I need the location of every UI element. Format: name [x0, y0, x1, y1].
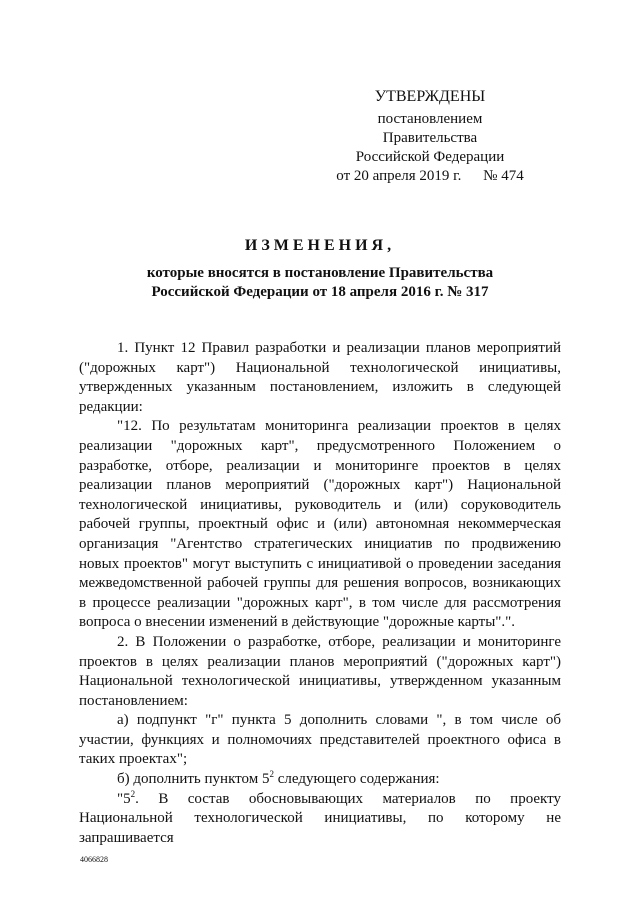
paragraph-6 [79, 790, 561, 849]
approval-block [330, 87, 530, 186]
document-number: 4066828 [80, 855, 108, 864]
approval-heading: УТВЕРЖДЕНЫ [374, 88, 486, 105]
paragraph-6-text-b: . В состав обосновывающих материалов по проекту Национальной технологической инициативы, по которому не запрашивается [79, 790, 561, 846]
document-subtitle [100, 264, 540, 302]
paragraph-3: 2. В Положении о разработке, отборе, реализации и мониторинге проектов в целях реализации планов мероприятий ("дорожных карт") Национальной технологической инициативы, утвержденном указанным постановлением: [79, 633, 561, 709]
subtitle-line-2: Российской Федерации от 18 апреля 2016 г. № 317 [151, 284, 489, 300]
document-body [79, 339, 561, 848]
paragraph-5-text-a: б) дополнить пунктом 5 [117, 771, 270, 788]
document-title: ИЗМЕНЕНИЯ, [244, 237, 396, 254]
paragraph-5-text-b: следующего содержания: [273, 771, 440, 788]
approval-line-4 [330, 167, 530, 186]
paragraph-6-superscript: 2 [130, 788, 136, 799]
paragraph-1: 1. Пункт 12 Правил разработки и реализации планов мероприятий ("дорожных карт") Национальной технологической инициативы, утвержденных указанным постановлением, изложить в следующей редакции: [79, 340, 561, 415]
approval-number: № 474 [483, 168, 524, 184]
paragraph-2: "12. По результатам мониторинга реализации проектов в целях реализации "дорожных карт", предусмотренного Положением о разработке, отборе, реализации и мониторинге проектов в целях реализации планов мероприятий ("дорожных карт") Национальной технологической инициативы, руководитель и (или) соруководитель рабочей группы, проектный офис и (или) автономная некоммерческая организация "Агентство стратегических инициатив по продвижению новых проектов" могут выступить с инициативой о проведении заседания межведомственной рабочей группы для решения вопросов, возникающих в процессе реализации "дорожных карт", в том числе для рассмотрения вопроса о внесении изменений в действующие "дорожные карты".". [79, 418, 561, 631]
subtitle-line-1: которые вносятся в постановление Правительства [146, 265, 494, 281]
paragraph-5-superscript: 2 [269, 769, 274, 780]
paragraph-4: а) подпункт "г" пункта 5 дополнить словами ", в том числе об участии, функциях и полномочиях представителей проектного офиса в таких проектах"; [79, 712, 561, 768]
approval-date: от 20 апреля 2019 г. [336, 168, 462, 184]
paragraph-5 [79, 770, 561, 790]
paragraph-6-text-a: "5 [117, 790, 131, 807]
approval-line-2: постановлением Правительства [377, 111, 483, 146]
approval-line-3: Российской Федерации [355, 149, 505, 165]
